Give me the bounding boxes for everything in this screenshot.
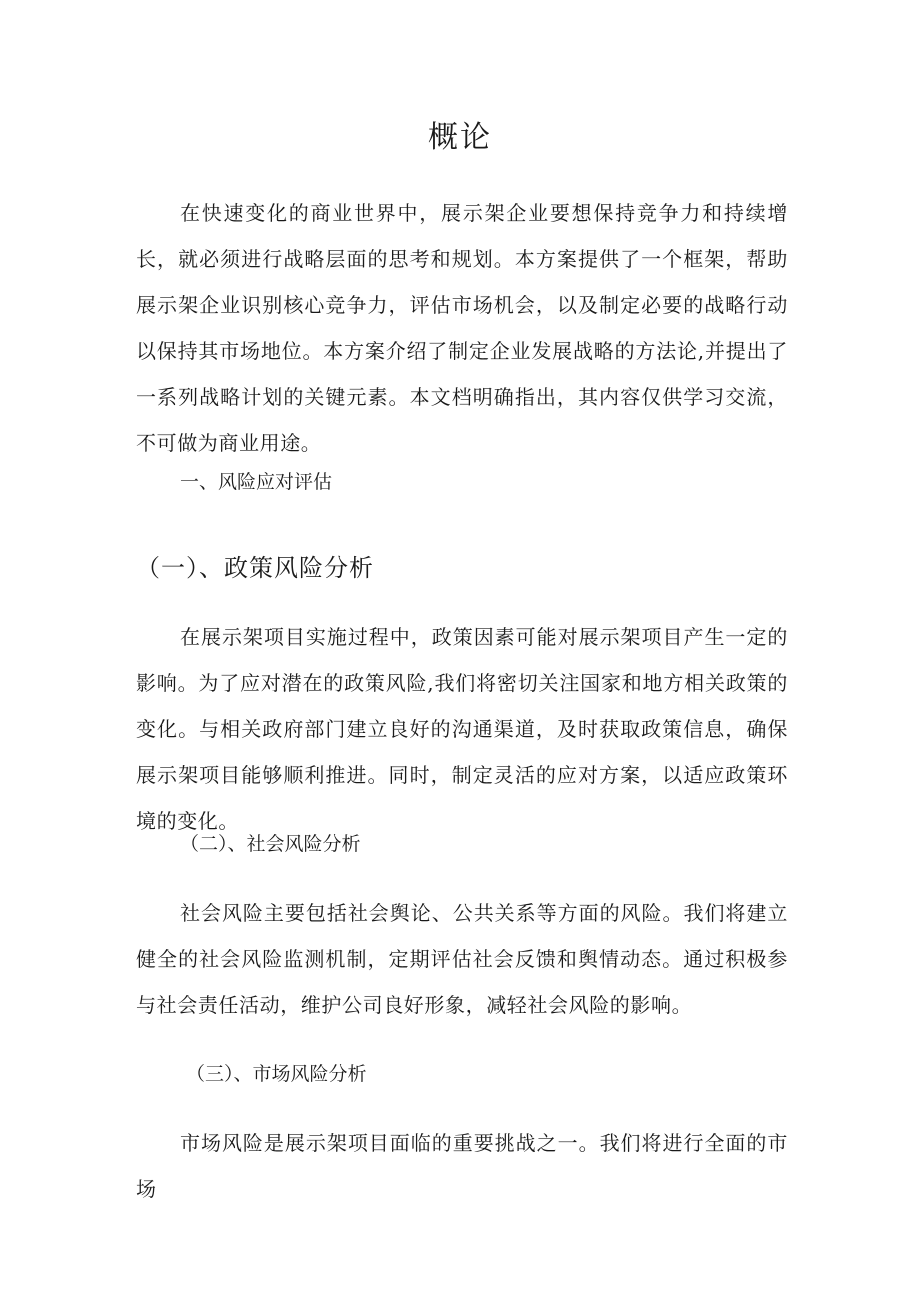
subsection-heading-social-risk: （二）、社会风险分析 — [180, 833, 361, 855]
social-risk-paragraph: 社会风险主要包括社会舆论、公共关系等方面的风险。我们将建立健全的社会风险监测机制，定期评估社会反馈和舆情动态。通过积极参与社会责任活动，维护公司良好形象，减轻社会风险的影响。 — [136, 901, 788, 1017]
intro-paragraph: 在快速变化的商业世界中，展示架企业要想保持竞争力和持续增长，就必须进行战略层面的思考和规划。本方案提供了一个框架，帮助展示架企业识别核心竞争力，评估市场机会，以及制定必要的战略行动以保持其市场地位。本方案介绍了制定企业发展战略的方法论,并提出了一系列战略计划的关键元素。本文档明确指出，其内容仅供学习交流，不可做为商业用途。 — [136, 201, 788, 455]
section-heading-risk-assessment: 一、风险应对评估 — [180, 471, 333, 493]
subsection-heading-market-risk: （三）、市场风险分析 — [186, 1063, 367, 1085]
market-risk-paragraph: 市场风险是展示架项目面临的重要挑战之一。我们将进行全面的市场 — [136, 1131, 788, 1201]
page-title: 概论 — [428, 120, 492, 155]
subsection-heading-policy-risk: （一）、政策风险分析 — [136, 554, 374, 582]
policy-risk-paragraph: 在展示架项目实施过程中，政策因素可能对展示架项目产生一定的影响。为了应对潜在的政策风险,我们将密切关注国家和地方相关政策的变化。与相关政府部门建立良好的沟通渠道，及时获取政策信息，确保展示架项目能够顺利推进。同时，制定灵活的应对方案，以适应政策环境的变化。 — [136, 625, 788, 833]
